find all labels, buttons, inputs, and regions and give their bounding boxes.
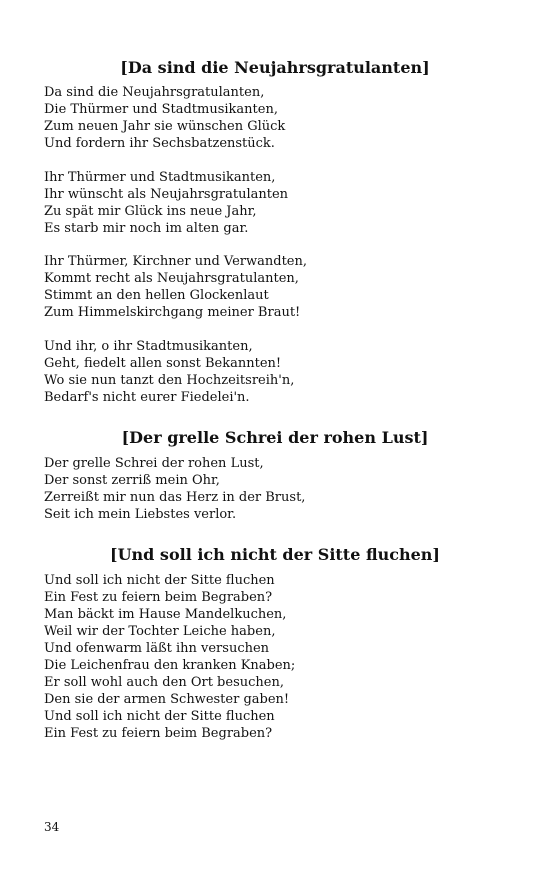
verse-line: Der grelle Schrei der rohen Lust, (44, 456, 264, 471)
verse-line: Seit ich mein Liebstes verlor. (44, 507, 237, 522)
stanza (44, 572, 295, 742)
verse-line: Er soll wohl auch den Ort besuchen, (44, 675, 284, 690)
verse-line: Da sind die Neujahrsgratulanten, (44, 85, 265, 100)
verse-line: Es starb mir noch im alten gar. (44, 221, 249, 236)
page-number: 34 (44, 820, 60, 834)
poem-title: [Der grelle Schrei der rohen Lust] (121, 428, 429, 447)
verse-line: Weil wir der Tochter Leiche haben, (44, 624, 276, 639)
verse-line: Geht, fiedelt allen sonst Bekannten! (44, 356, 282, 371)
verse-line: Zum neuen Jahr sie wünschen Glück (44, 119, 286, 134)
stanza (44, 253, 307, 321)
poem-title: [Da sind die Neujahrsgratulanten] (120, 58, 430, 77)
verse-line: Ihr wünscht als Neujahrsgratulanten (44, 187, 289, 202)
verse-line: Und ihr, o ihr Stadtmusikanten, (44, 339, 253, 354)
verse-line: Die Thürmer und Stadtmusikanten, (44, 102, 278, 117)
verse-line: Und soll ich nicht der Sitte fluchen (44, 573, 275, 588)
poem-title: [Und soll ich nicht der Sitte fluchen] (110, 545, 440, 564)
verse-line: Und soll ich nicht der Sitte fluchen (44, 709, 275, 724)
verse-line: Die Leichenfrau den kranken Knaben; (44, 658, 296, 673)
stanza (44, 455, 305, 523)
verse-line: Und fordern ihr Sechsbatzenstück. (44, 136, 275, 151)
verse-line: Stimmt an den hellen Glockenlaut (44, 288, 269, 303)
verse-line: Ihr Thürmer und Stadtmusikanten, (44, 170, 276, 185)
verse-line: Den sie der armen Schwester gaben! (44, 692, 290, 707)
stanza (44, 84, 285, 152)
verse-line: Ihr Thürmer, Kirchner und Verwandten, (44, 254, 308, 269)
verse-line: Man bäckt im Hause Mandelkuchen, (44, 607, 287, 622)
verse-line: Und ofenwarm läßt ihn versuchen (44, 641, 270, 656)
verse-line: Zum Himmelskirchgang meiner Braut! (44, 305, 301, 320)
verse-line: Bedarf's nicht eurer Fiedelei'n. (44, 390, 250, 405)
verse-line: Kommt recht als Neujahrsgratulanten, (44, 271, 299, 286)
verse-line: Der sonst zerriß mein Ohr, (44, 473, 220, 488)
stanza (44, 169, 288, 237)
verse-line: Ein Fest zu feiern beim Begraben? (44, 590, 273, 605)
verse-line: Ein Fest zu feiern beim Begraben? (44, 726, 273, 741)
verse-line: Wo sie nun tanzt den Hochzeitsreih'n, (44, 373, 295, 388)
stanza (44, 338, 294, 406)
verse-line: Zu spät mir Glück ins neue Jahr, (44, 204, 257, 219)
verse-line: Zerreißt mir nun das Herz in der Brust, (44, 490, 306, 505)
